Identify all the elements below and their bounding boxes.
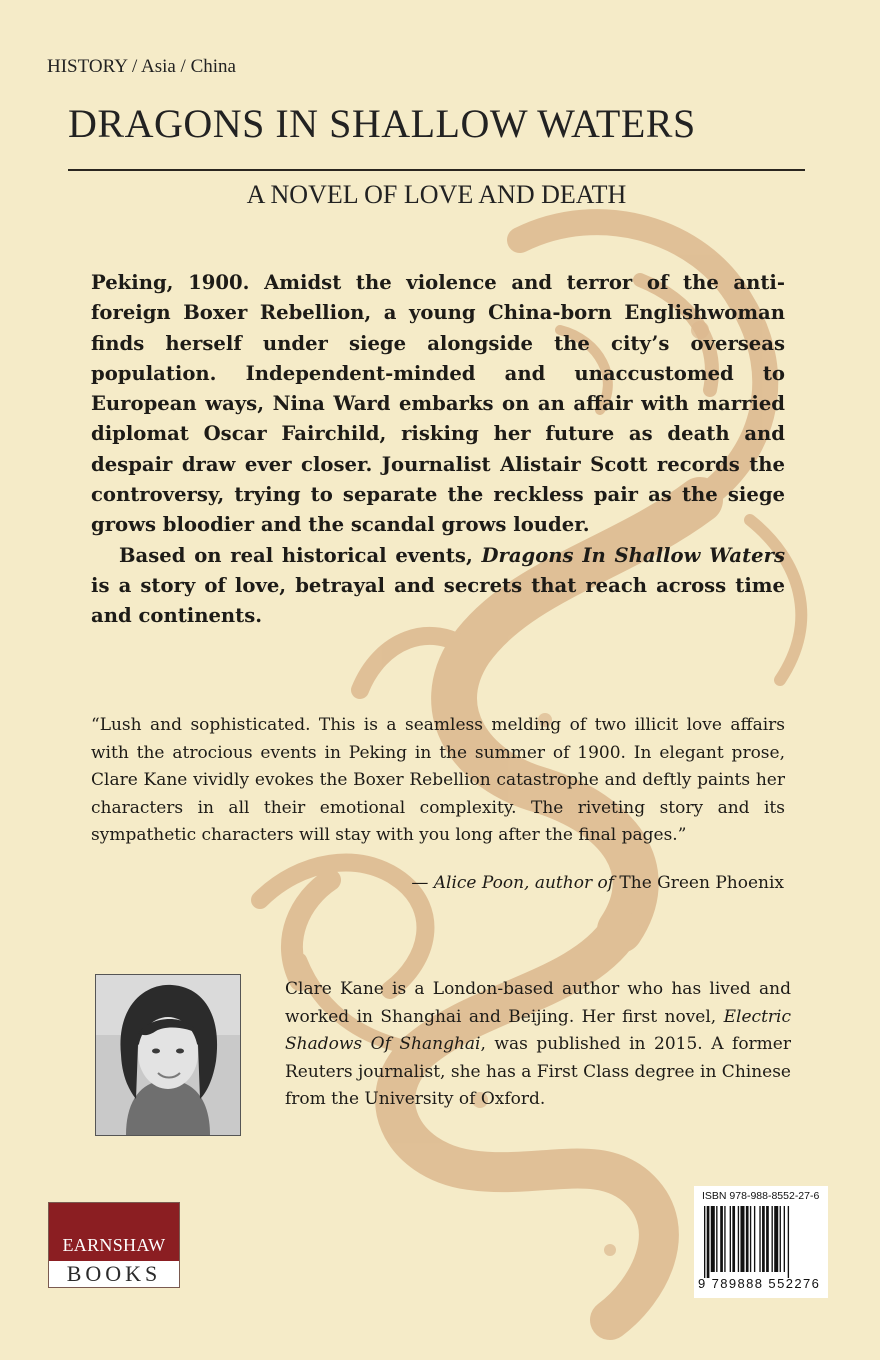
review-attribution (411, 873, 784, 893)
category-label: HISTORY / Asia / China (47, 56, 236, 77)
author-bio-part1: Clare Kane is a London-based author who has lived and worked in Shanghai and Beijing. Her first novel, (285, 979, 791, 1027)
synopsis-p2-prefix: Based on real historical events, (119, 543, 482, 567)
synopsis-paragraph-1: Peking, 1900. Amidst the violence and terror of the anti-foreign Boxer Rebellion, a young China-born Englishwoman finds herself under siege alongside the city’s overseas population. Independent-minded and unaccustomed to European ways, Nina Ward embarks on an affair with married diplomat Oscar Fairchild, risking her future as death and despair draw ever closer. Journalist Alistair Scott records the controversy, trying to separate the reckless pair as the siege grows bloodier and the scandal grows louder. (91, 271, 785, 537)
author-bio-part2: , was published in 2015. A former Reuters journalist, she has a First Class degree in Chinese from the University of Oxford. (285, 1034, 791, 1109)
synopsis-p2-title: Dragons In Shallow Waters (481, 543, 785, 567)
author-photo (95, 974, 241, 1136)
barcode-bar (772, 1206, 773, 1272)
publisher-name-line2: BOOKS (66, 1261, 162, 1286)
barcode-bar (720, 1206, 723, 1272)
barcode-bar (780, 1206, 781, 1272)
barcode-bar (716, 1206, 717, 1272)
publisher-logo (48, 1202, 180, 1288)
isbn-barcode (694, 1186, 828, 1298)
barcode-bar (704, 1206, 705, 1278)
barcode-bar (754, 1206, 755, 1272)
barcode-bar (766, 1206, 769, 1272)
isbn-label: ISBN 978-988-8552-27-6 (702, 1190, 820, 1202)
barcode-bar (762, 1206, 765, 1272)
review-attribution-book: The Green Phoenix (619, 873, 784, 893)
barcode-bar (788, 1206, 789, 1278)
barcode-bar (730, 1206, 731, 1272)
barcode-bar (750, 1206, 751, 1272)
author-bio-book: Electric Shadows Of Shanghai (285, 1006, 791, 1054)
barcode-bar (784, 1206, 785, 1272)
barcode-bar (707, 1206, 710, 1278)
book-title: DRAGONS IN SHALLOW WATERS (68, 101, 696, 146)
barcode-digits: 9 789888 552276 (698, 1276, 821, 1291)
review-quote (91, 712, 785, 850)
synopsis (91, 268, 785, 632)
barcode-bars (704, 1206, 822, 1278)
author-bio (285, 976, 791, 1114)
barcode-bar (738, 1206, 739, 1272)
title-divider (68, 169, 805, 171)
barcode-bar (759, 1206, 760, 1272)
barcode-bar (774, 1206, 778, 1272)
barcode-bar (740, 1206, 744, 1272)
synopsis-paragraph-2 (91, 541, 785, 632)
review-quote-text: “Lush and sophisticated. This is a seamless melding of two illicit love affairs with the atrocious events in Peking in the summer of 1900. In elegant prose, Clare Kane vividly evokes the Boxer Rebellion catastrophe and deftly paints her characters in all their emotional complexity. The riveting story and its sympathetic characters will stay with you long after the final pages.” (91, 715, 785, 845)
review-attribution-author: — Alice Poon, author of (411, 873, 620, 893)
publisher-name-line1: EARNSHAW (62, 1235, 166, 1255)
book-subtitle: A NOVEL OF LOVE AND DEATH (246, 180, 627, 209)
barcode-bar (724, 1206, 725, 1272)
barcode-bar (746, 1206, 749, 1272)
synopsis-p2-suffix: is a story of love, betrayal and secrets that reach across time and continents. (91, 573, 785, 628)
author-bio-text (285, 976, 791, 1114)
barcode-bar (711, 1206, 715, 1272)
barcode-bar (732, 1206, 735, 1272)
